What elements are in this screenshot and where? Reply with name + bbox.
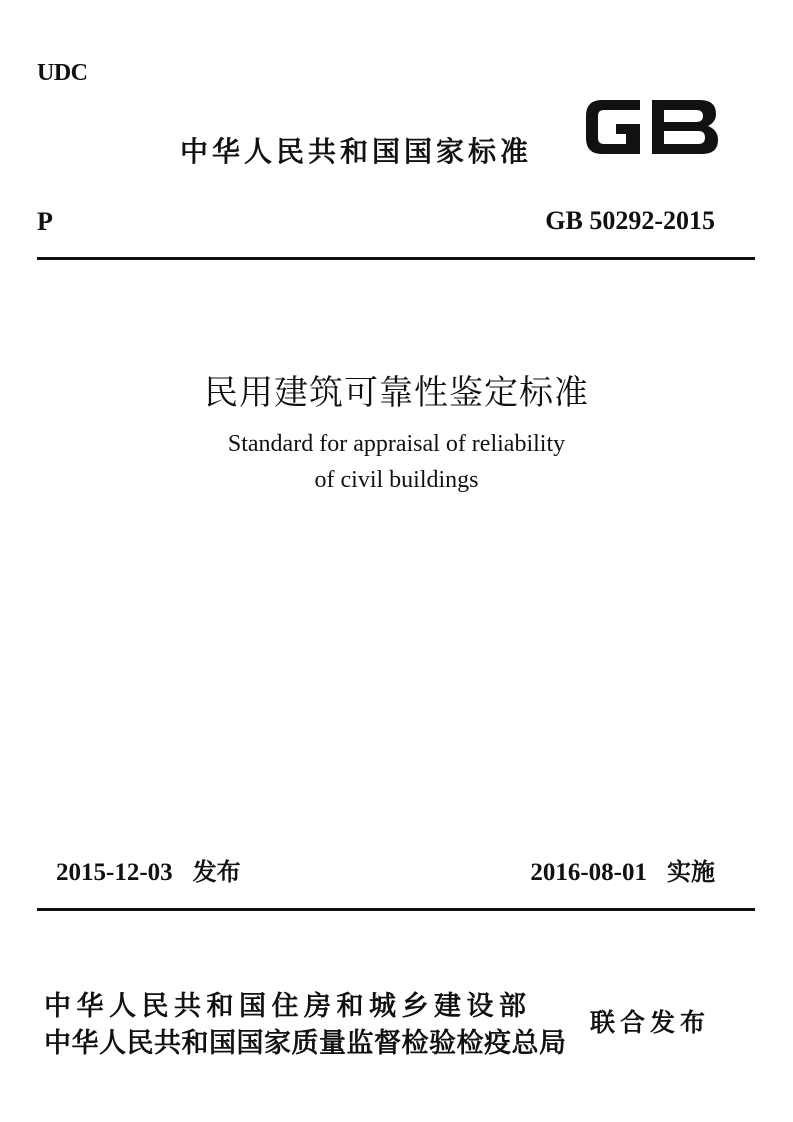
issue-label: 发布 <box>192 858 241 886</box>
issue-date: 2015-12-03 <box>56 859 173 886</box>
gb-logo-b <box>652 100 718 154</box>
issuer-aqsiq: 中华人民共和国国家质量监督检验检疫总局 <box>44 1028 567 1059</box>
title-english-line-1: Standard for appraisal of reliability <box>227 431 566 457</box>
implementation-label: 实施 <box>667 858 715 886</box>
issue-date-row <box>56 852 241 887</box>
implementation-date: 2016-08-01 <box>530 859 647 886</box>
header-divider <box>37 257 755 260</box>
title-english-line-2: of civil buildings <box>314 467 479 493</box>
udc-label: UDC <box>37 60 88 86</box>
national-standard-title: 中华人民共和国国家标准 <box>180 135 533 168</box>
gb-logo-g <box>586 100 640 154</box>
implementation-date-row <box>530 852 715 887</box>
category-code: P <box>37 207 53 236</box>
gb-logo <box>582 96 722 158</box>
standard-number: GB 50292-2015 <box>545 206 715 235</box>
joint-publish-label: 联合发布 <box>590 1008 711 1037</box>
footer-divider <box>37 908 755 911</box>
issuer-ministry-housing: 中华人民共和国住房和城乡建设部 <box>44 991 532 1022</box>
title-chinese: 民用建筑可靠性鉴定标准 <box>204 373 589 413</box>
